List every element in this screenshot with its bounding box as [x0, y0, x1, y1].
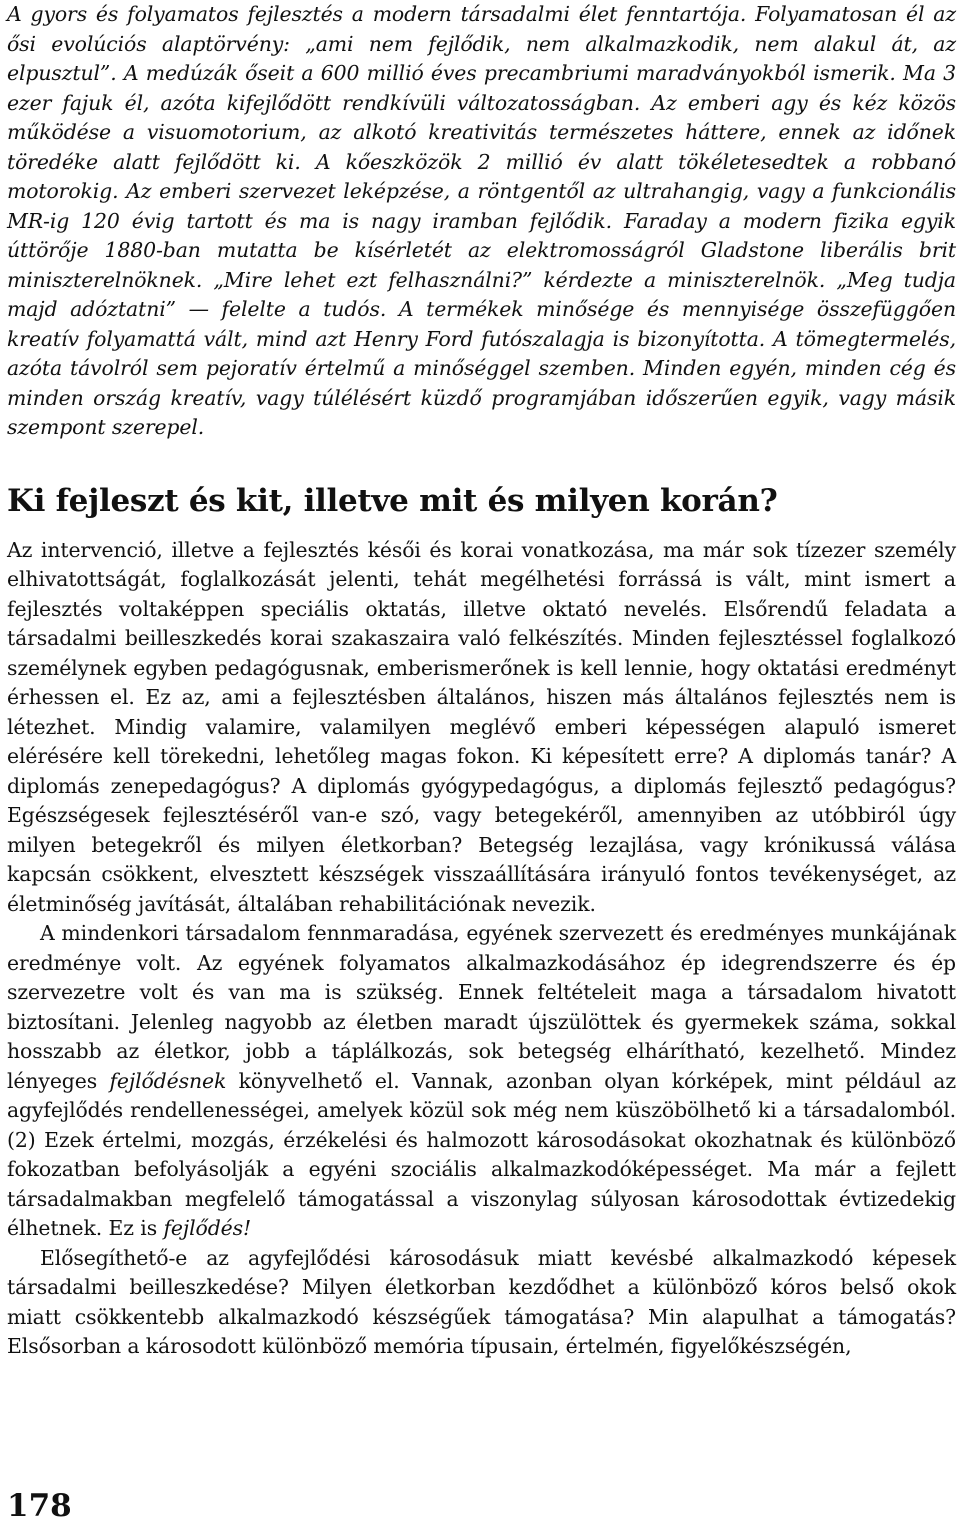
page-content	[7, 0, 956, 1362]
section-heading: Ki fejleszt és kit, illetve mit és milyen korán?	[7, 482, 778, 519]
paragraph-2-text-a: A mindenkori társadalom fennmaradása, egyének szervezett és eredményes munkájának eredménye volt. Az egyének folyamatos alkalmazkodásához ép idegrendszerre és ép szervezetre volt és van ma is szükség. Ennek feltételeit maga a társadalom hivatott biztosítani. Jelenleg nagyobb az életben maradt újszülöttek és gyermekek száma, sokkal hosszabb az életkor, jobb a táplálkozás, sok betegség elhárítható, kezelhető. Mindez lényeges	[7, 921, 956, 1093]
page-number: 178	[7, 1488, 72, 1524]
body-paragraph-1: Az intervenció, illetve a fejlesztés késői és korai vonatkozása, ma már sok tízezer személy elhivatottságát, foglalkozását jelenti, tehát megélhetési forrássá is vált, mint ismert a fejlesztés voltaképpen speciális oktatás, illetve oktató nevelés. Elsőrendű feladata a társadalmi beilleszkedés korai szakaszaira való felkészítés. Minden fejlesztéssel foglalkozó személynek egyben pedagógusnak, emberismerőnek is kell lennie, hogy oktatási eredményt érhessen el. Ez az, ami a fejlesztésben általános, hiszen más általános fejlesztés nem is létezhet. Mindig valamire, valamilyen meglévő emberi képességen alapuló ismeret elérésére kell törekedni, lehetőleg magas fokon. Ki képesített erre? A diplomás tanár? A diplomás zenepedagógus? A diplomás gyógypedagógus, a diplomás fejlesztő pedagógus? Egészségesek fejlesztéséről van-e szó, vagy betegekéről, amennyiben az utóbbiról úgy milyen betegekről és milyen életkorban? Betegség lezajlása, vagy krónikussá válása kapcsán csökkent, elvesztett készségek visszaállítására irányuló fontos tevékenységet, az életminőség javítását, általában rehabilitációnak nevezik.	[7, 537, 956, 916]
body-paragraph-3: Elősegíthető-e az agyfejlődési károsodásuk miatt kevésbé alkalmazkodó képesek társadalmi beilleszkedése? Milyen életkorban kezdődhet a különböző kóros belső okok miatt csökkentebb alkalmazkodó készségűek támogatása? Min alapulhat a támogatás? Elsősorban a károsodott különböző memória típusain, értelmén, figyelőkészségén,	[7, 1245, 956, 1358]
paragraph-2-text-b: könyvelhető el. Vannak, azonban olyan kórképek, mint például az agyfejlődés rendellenességei, amelyek közül sok még nem küszöbölhető ki a társadalomból. (2) Ezek értelmi, mozgás, érzékelési és halmozott károsodásokat okozhatnak és különböző fokozatban befolyásolják a egyéni szociális alkalmazkodóképességet. Ma már a fejlett társadalmakban megfelelő támogatással a viszonylag súlyosan károsodottak évtizedekig élhetnek. Ez is	[7, 1068, 956, 1240]
paragraph-2-emphasis-1: fejlődésnek	[109, 1068, 227, 1093]
paragraph-2-emphasis-2: fejlődés!	[163, 1216, 252, 1240]
body-paragraph-2	[7, 919, 956, 1244]
intro-paragraph: A gyors és folyamatos fejlesztés a modern társadalmi élet fenntartója. Folyamatosan él az ősi evolúciós alaptörvény: „ami nem fejlődik, nem alkalmazkodik, nem alakul át, az elpusztul”. A medúzák őseit a 600 millió éves precambriumi maradványokból ismerik. Ma 3 ezer fajuk él, azóta kifejlődött rendkívüli változatosságban. Az emberi agy és kéz közös működése a visuomotorium, az alkotó kreativitás természetes háttere, ennek az időnek töredéke alatt fejlődött ki. A kőeszközök 2 millió év alatt tökéletesedtek a robbanó motorokig. Az emberi szervezet leképzése, a röntgentől az ultrahangig, vagy a funkcionális MR-ig 120 évig tartott és ma is nagy iramban fejlődik. Faraday a modern fizika egyik úttörője 1880-ban mutatta be kísérletét az elektromosságról Gladstone liberális brit miniszterelnöknek. „Mire lehet ezt felhasználni?” kérdezte a miniszterelnök. „Meg tudja majd adóztatni” — felelte a tudós. A termékek minősége és mennyisége összefüggően kreatív folyamattá vált, mind azt Henry Ford futószalagja is bizonyította. A tömegtermelés, azóta távolról sem pejoratív értelmű a minőséggel szemben. Minden egyén, minden cég és minden ország kreatív, vagy túlélésért küzdő programjában időszerűen egyik, vagy másik szempont szerepel.	[7, 2, 956, 439]
